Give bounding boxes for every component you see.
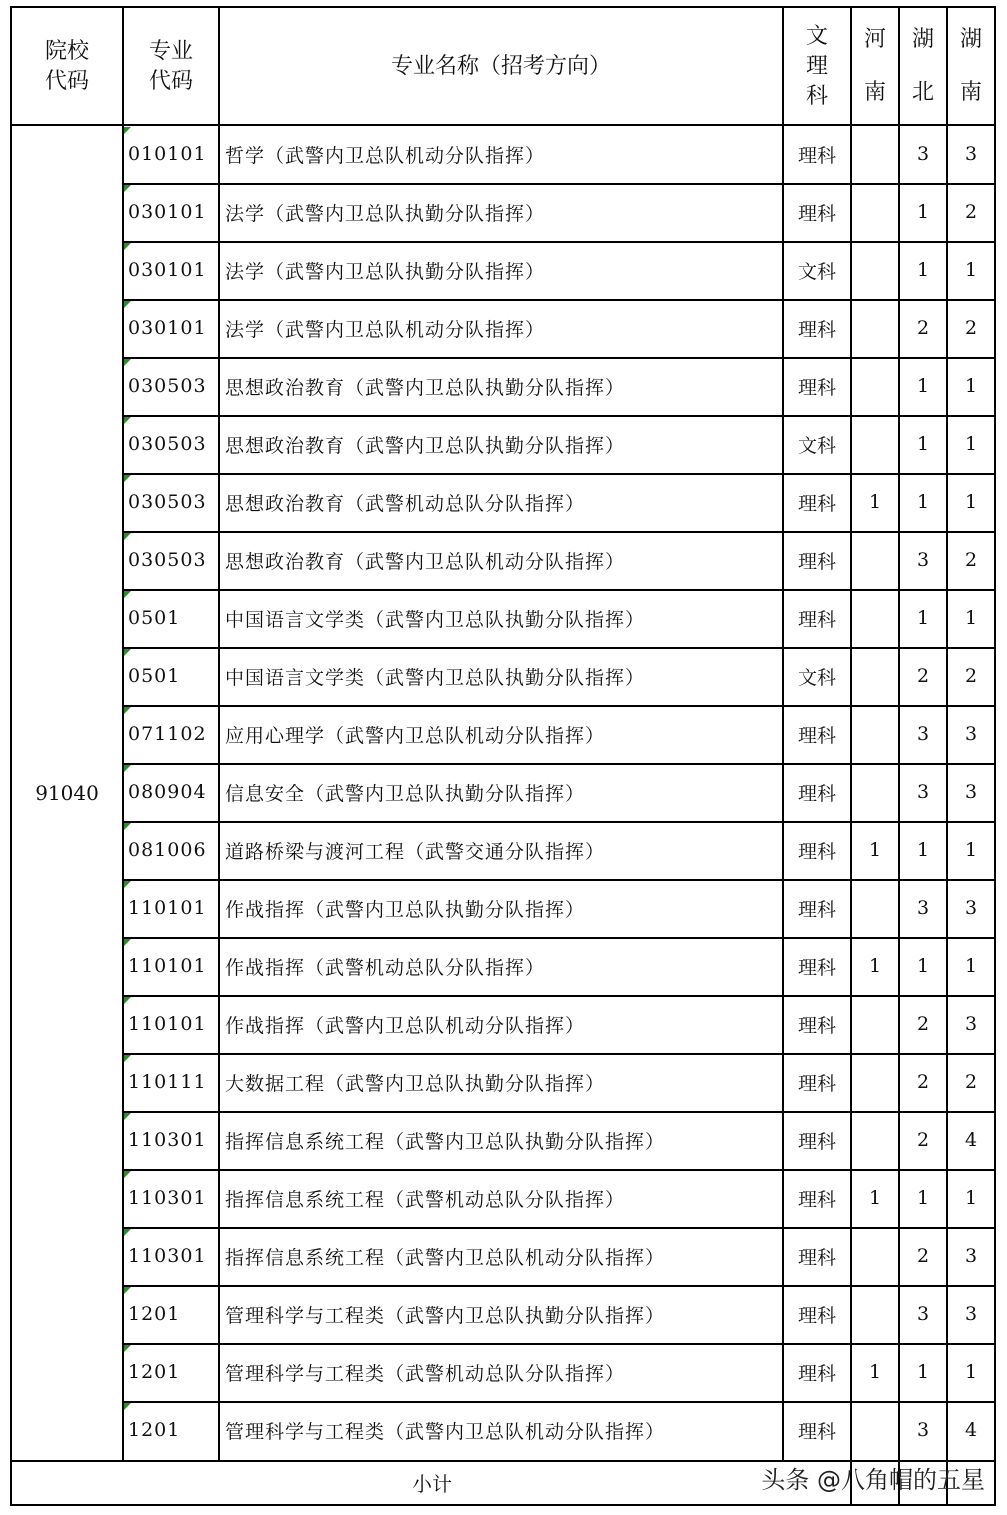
header-hubei (900, 8, 946, 125)
row-5-henan (852, 358, 898, 414)
row-17-code: 110111 (128, 1071, 207, 1093)
row-22-hunan: 1 (964, 1361, 978, 1383)
row-12-henan (852, 764, 898, 820)
row-9-track: 理科 (797, 608, 836, 631)
row-8-hunan: 2 (964, 549, 978, 571)
row-1-hunan: 3 (964, 143, 978, 165)
row-13-track: 理科 (797, 840, 836, 863)
row-3-name: 法学（武警内卫总队执勤分队指挥） (225, 260, 546, 283)
row-10-track: 文科 (797, 666, 836, 689)
row-20-code: 110301 (128, 1245, 207, 1267)
watermark: 头条 @八角帽的五星 (761, 1466, 985, 1494)
row-4-hubei: 2 (916, 317, 930, 339)
row-22-henan: 1 (868, 1361, 882, 1383)
school-code-cell: 91040 (35, 780, 99, 805)
row-22-hubei: 1 (916, 1361, 930, 1383)
row-18-henan (852, 1112, 898, 1168)
row-23-henan (852, 1402, 898, 1458)
row-21-name: 管理科学与工程类（武警内卫总队执勤分队指挥） (225, 1304, 666, 1327)
row-17-track: 理科 (797, 1072, 836, 1095)
row-19-track: 理科 (797, 1188, 836, 1211)
row-7-hubei: 1 (916, 491, 930, 513)
row-6-hunan: 1 (964, 433, 978, 455)
row-20-hubei: 2 (916, 1245, 930, 1267)
row-1-track: 理科 (797, 144, 836, 167)
row-16-hunan: 3 (964, 1013, 978, 1035)
row-8-track: 理科 (797, 550, 836, 573)
row-15-code: 110101 (128, 955, 207, 977)
row-19-henan: 1 (868, 1187, 882, 1209)
row-21-hunan: 3 (964, 1303, 978, 1325)
subtotal-label: 小计 (412, 1471, 452, 1496)
row-2-track: 理科 (797, 202, 836, 225)
row-4-code: 030101 (128, 317, 207, 339)
row-7-name: 思想政治教育（武警机动总队分队指挥） (225, 492, 586, 515)
row-9-hunan: 1 (964, 607, 978, 629)
row-5-name: 思想政治教育（武警内卫总队执勤分队指挥） (225, 376, 626, 399)
header-school-code-line1: 院校 (44, 38, 89, 64)
header-school-code-line2: 代码 (44, 68, 89, 94)
row-19-hunan: 1 (964, 1187, 978, 1209)
row-10-code: 0501 (128, 665, 181, 687)
header-hunan-line2: 南 (959, 79, 982, 105)
row-9-code: 0501 (128, 607, 181, 629)
row-6-code: 030503 (128, 433, 207, 455)
row-16-name: 作战指挥（武警内卫总队机动分队指挥） (225, 1014, 586, 1037)
row-10-hubei: 2 (916, 665, 930, 687)
row-22-name: 管理科学与工程类（武警机动总队分队指挥） (225, 1362, 626, 1385)
row-14-hunan: 3 (964, 897, 978, 919)
header-hunan (948, 8, 994, 125)
row-21-henan (852, 1286, 898, 1342)
row-15-hubei: 1 (916, 955, 930, 977)
row-2-henan (852, 184, 898, 240)
row-11-name: 应用心理学（武警内卫总队机动分队指挥） (225, 724, 606, 747)
row-17-hunan: 2 (964, 1071, 978, 1093)
row-11-henan (852, 706, 898, 762)
row-3-track: 文科 (797, 260, 836, 283)
header-major-name-text: 专业名称（招考方向） (390, 53, 611, 79)
row-13-code: 081006 (128, 839, 207, 861)
row-21-code: 1201 (128, 1303, 181, 1325)
row-12-code: 080904 (128, 781, 207, 803)
header-major-name (220, 8, 782, 125)
row-6-henan (852, 416, 898, 472)
row-7-henan: 1 (868, 491, 882, 513)
row-3-code: 030101 (128, 259, 207, 281)
header-hubei-line2: 北 (911, 79, 934, 105)
header-major-code (124, 8, 218, 125)
row-8-hubei: 3 (916, 549, 930, 571)
row-2-name: 法学（武警内卫总队执勤分队指挥） (225, 202, 546, 225)
row-5-hunan: 1 (964, 375, 978, 397)
header-school-code (12, 8, 122, 125)
row-11-track: 理科 (797, 724, 836, 747)
row-5-code: 030503 (128, 375, 207, 397)
header-henan-line2: 南 (863, 79, 886, 105)
row-7-hunan: 1 (964, 491, 978, 513)
row-18-hunan: 4 (964, 1129, 978, 1151)
row-10-name: 中国语言文学类（武警内卫总队执勤分队指挥） (225, 666, 646, 689)
row-23-name: 管理科学与工程类（武警内卫总队机动分队指挥） (225, 1420, 666, 1443)
row-7-code: 030503 (128, 491, 207, 513)
row-1-hubei: 3 (916, 143, 930, 165)
row-11-code: 071102 (128, 723, 207, 745)
row-23-hubei: 3 (916, 1419, 930, 1441)
row-2-hunan: 2 (964, 201, 978, 223)
row-20-henan (852, 1228, 898, 1284)
row-12-name: 信息安全（武警内卫总队执勤分队指挥） (225, 782, 586, 805)
row-17-name: 大数据工程（武警内卫总队执勤分队指挥） (225, 1072, 606, 1095)
row-23-track: 理科 (797, 1420, 836, 1443)
row-19-name: 指挥信息系统工程（武警机动总队分队指挥） (225, 1188, 626, 1211)
row-4-hunan: 2 (964, 317, 978, 339)
row-16-hubei: 2 (916, 1013, 930, 1035)
row-6-hubei: 1 (916, 433, 930, 455)
row-20-track: 理科 (797, 1246, 836, 1269)
row-8-name: 思想政治教育（武警内卫总队机动分队指挥） (225, 550, 626, 573)
header-hubei-line1: 湖 (911, 27, 934, 53)
row-15-henan: 1 (868, 955, 882, 977)
row-9-hubei: 1 (916, 607, 930, 629)
row-8-henan (852, 532, 898, 588)
row-22-code: 1201 (128, 1361, 181, 1383)
row-10-hunan: 2 (964, 665, 978, 687)
row-23-hunan: 4 (964, 1419, 978, 1441)
row-16-track: 理科 (797, 1014, 836, 1037)
row-1-name: 哲学（武警内卫总队机动分队指挥） (225, 144, 546, 167)
row-19-hubei: 1 (916, 1187, 930, 1209)
row-17-hubei: 2 (916, 1071, 930, 1093)
row-15-hunan: 1 (964, 955, 978, 977)
row-16-code: 110101 (128, 1013, 207, 1035)
row-4-henan (852, 300, 898, 356)
header-major-code-line2: 代码 (148, 68, 193, 94)
header-henan (852, 8, 898, 125)
row-23-code: 1201 (128, 1419, 181, 1441)
row-13-name: 道路桥梁与渡河工程（武警交通分队指挥） (225, 840, 606, 863)
row-6-track: 文科 (797, 434, 836, 457)
row-7-track: 理科 (797, 492, 836, 515)
row-8-code: 030503 (128, 549, 207, 571)
row-2-hubei: 1 (916, 201, 930, 223)
row-5-track: 理科 (797, 376, 836, 399)
row-5-hubei: 1 (916, 375, 930, 397)
row-21-hubei: 3 (916, 1303, 930, 1325)
row-22-track: 理科 (797, 1362, 836, 1385)
row-19-code: 110301 (128, 1187, 207, 1209)
row-9-name: 中国语言文学类（武警内卫总队执勤分队指挥） (225, 608, 646, 631)
header-track-line3: 科 (805, 83, 828, 109)
row-18-code: 110301 (128, 1129, 207, 1151)
grid-line-right (994, 6, 996, 1506)
row-20-name: 指挥信息系统工程（武警内卫总队机动分队指挥） (225, 1246, 666, 1269)
row-18-name: 指挥信息系统工程（武警内卫总队执勤分队指挥） (225, 1130, 666, 1153)
row-9-henan (852, 590, 898, 646)
row-13-hubei: 1 (916, 839, 930, 861)
row-20-hunan: 3 (964, 1245, 978, 1267)
row-12-hunan: 3 (964, 781, 978, 803)
row-15-name: 作战指挥（武警机动总队分队指挥） (225, 956, 546, 979)
grid-line-bottom (10, 1504, 996, 1506)
header-track-line1: 文 (805, 23, 828, 49)
row-12-track: 理科 (797, 782, 836, 805)
row-2-code: 030101 (128, 201, 207, 223)
row-14-code: 110101 (128, 897, 207, 919)
header-track-line2: 理 (805, 53, 828, 79)
row-11-hubei: 3 (916, 723, 930, 745)
row-11-hunan: 3 (964, 723, 978, 745)
row-14-hubei: 3 (916, 897, 930, 919)
row-3-hubei: 1 (916, 259, 930, 281)
header-hunan-line1: 湖 (959, 27, 982, 53)
row-21-track: 理科 (797, 1304, 836, 1327)
row-13-hunan: 1 (964, 839, 978, 861)
row-14-name: 作战指挥（武警内卫总队执勤分队指挥） (225, 898, 586, 921)
row-4-track: 理科 (797, 318, 836, 341)
row-18-track: 理科 (797, 1130, 836, 1153)
row-3-hunan: 1 (964, 259, 978, 281)
row-13-henan: 1 (868, 839, 882, 861)
row-10-henan (852, 648, 898, 704)
header-henan-line1: 河 (863, 27, 886, 53)
row-6-name: 思想政治教育（武警内卫总队执勤分队指挥） (225, 434, 626, 457)
row-17-henan (852, 1054, 898, 1110)
row-1-henan (852, 126, 898, 182)
header-major-code-line1: 专业 (148, 38, 193, 64)
row-4-name: 法学（武警内卫总队机动分队指挥） (225, 318, 546, 341)
row-16-henan (852, 996, 898, 1052)
row-15-track: 理科 (797, 956, 836, 979)
row-1-code: 010101 (128, 143, 207, 165)
row-18-hubei: 2 (916, 1129, 930, 1151)
row-14-track: 理科 (797, 898, 836, 921)
row-3-henan (852, 242, 898, 298)
row-12-hubei: 3 (916, 781, 930, 803)
row-14-henan (852, 880, 898, 936)
header-track (784, 8, 850, 125)
